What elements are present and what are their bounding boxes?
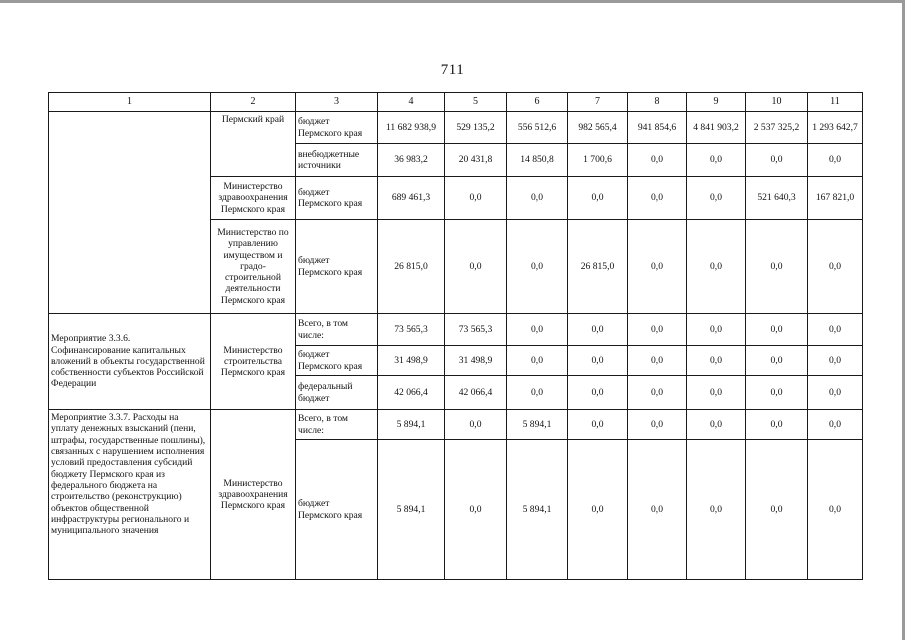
table-row (49, 410, 863, 440)
value-cell: 0,0 (687, 314, 746, 346)
value-cell: 167 821,0 (808, 177, 863, 220)
source-cell: бюджет Пермского края (296, 112, 378, 144)
value-cell: 2 537 325,2 (746, 112, 808, 144)
event-cell-empty (49, 112, 211, 314)
value-cell: 42 066,4 (378, 376, 445, 410)
value-cell: 31 498,9 (378, 346, 445, 376)
value-cell: 0,0 (746, 376, 808, 410)
executor-cell: Пермский край (211, 112, 296, 177)
value-cell: 0,0 (746, 440, 808, 580)
column-header: 10 (746, 93, 808, 112)
value-cell: 0,0 (507, 220, 568, 314)
value-cell: 0,0 (568, 346, 628, 376)
value-cell: 26 815,0 (568, 220, 628, 314)
value-cell: 0,0 (808, 314, 863, 346)
value-cell: 0,0 (628, 410, 687, 440)
value-cell: 0,0 (507, 177, 568, 220)
value-cell: 0,0 (628, 346, 687, 376)
value-cell: 73 565,3 (445, 314, 507, 346)
value-cell: 982 565,4 (568, 112, 628, 144)
value-cell: 0,0 (507, 376, 568, 410)
value-cell: 0,0 (687, 177, 746, 220)
column-header: 4 (378, 93, 445, 112)
value-cell: 0,0 (445, 410, 507, 440)
source-cell: федеральный бюджет (296, 376, 378, 410)
value-cell: 0,0 (687, 376, 746, 410)
column-header: 9 (687, 93, 746, 112)
value-cell: 0,0 (628, 376, 687, 410)
event-cell: Мероприятие 3.3.6. Софинансирование капитальных вложений в объекты государственной собственности субъектов Российской Федерации (49, 314, 211, 410)
value-cell: 0,0 (746, 410, 808, 440)
value-cell: 521 640,3 (746, 177, 808, 220)
source-cell: бюджет Пермского края (296, 440, 378, 580)
table-row (49, 112, 863, 144)
value-cell: 0,0 (445, 177, 507, 220)
value-cell: 0,0 (628, 314, 687, 346)
scan-edge-top (0, 0, 905, 3)
value-cell: 0,0 (568, 440, 628, 580)
value-cell: 0,0 (445, 440, 507, 580)
value-cell: 0,0 (746, 314, 808, 346)
value-cell: 20 431,8 (445, 144, 507, 177)
value-cell: 0,0 (507, 314, 568, 346)
source-cell: бюджет Пермского края (296, 177, 378, 220)
value-cell: 0,0 (808, 346, 863, 376)
executor-cell: Министерство здравоохранения Пермского края (211, 177, 296, 220)
value-cell: 5 894,1 (378, 410, 445, 440)
value-cell: 0,0 (746, 220, 808, 314)
value-cell: 0,0 (808, 220, 863, 314)
value-cell: 0,0 (808, 144, 863, 177)
value-cell: 0,0 (746, 346, 808, 376)
value-cell: 556 512,6 (507, 112, 568, 144)
value-cell: 0,0 (746, 144, 808, 177)
value-cell: 529 135,2 (445, 112, 507, 144)
value-cell: 689 461,3 (378, 177, 445, 220)
value-cell: 36 983,2 (378, 144, 445, 177)
value-cell: 0,0 (568, 410, 628, 440)
value-cell: 14 850,8 (507, 144, 568, 177)
table-row (49, 314, 863, 346)
source-cell: Всего, в том числе: (296, 410, 378, 440)
value-cell: 0,0 (445, 220, 507, 314)
value-cell: 941 854,6 (628, 112, 687, 144)
column-header: 3 (296, 93, 378, 112)
value-cell: 0,0 (628, 440, 687, 580)
value-cell: 1 293 642,7 (808, 112, 863, 144)
executor-cell: Министерство по управлению имуществом и градо-строительной деятельности Пермского края (211, 220, 296, 314)
value-cell: 0,0 (687, 410, 746, 440)
value-cell: 0,0 (808, 410, 863, 440)
value-cell: 42 066,4 (445, 376, 507, 410)
value-cell: 0,0 (687, 144, 746, 177)
column-header: 11 (808, 93, 863, 112)
page-number: 711 (440, 62, 465, 78)
column-header: 7 (568, 93, 628, 112)
source-cell: бюджет Пермского края (296, 220, 378, 314)
source-cell: бюджет Пермского края (296, 346, 378, 376)
value-cell: 0,0 (628, 220, 687, 314)
source-cell: Всего, в том числе: (296, 314, 378, 346)
value-cell: 0,0 (568, 314, 628, 346)
column-header: 2 (211, 93, 296, 112)
event-cell: Мероприятие 3.3.7. Расходы на уплату денежных взысканий (пени, штрафы, государственные пошлины), связанных с нарушением исполнения условий предоставления субсидий бюджету Пермского края из федерального бюджета на строительство (реконструкцию) объектов общественной инфраструктуры регионального и муниципального значения (49, 410, 211, 580)
value-cell: 31 498,9 (445, 346, 507, 376)
column-header: 5 (445, 93, 507, 112)
value-cell: 0,0 (808, 376, 863, 410)
header-row (49, 93, 863, 112)
budget-table (48, 92, 863, 580)
value-cell: 26 815,0 (378, 220, 445, 314)
column-header: 1 (49, 93, 211, 112)
value-cell: 0,0 (808, 440, 863, 580)
value-cell: 0,0 (687, 346, 746, 376)
column-header: 6 (507, 93, 568, 112)
value-cell: 0,0 (687, 440, 746, 580)
value-cell: 5 894,1 (507, 440, 568, 580)
value-cell: 0,0 (628, 144, 687, 177)
column-header: 8 (628, 93, 687, 112)
value-cell: 0,0 (507, 346, 568, 376)
value-cell: 0,0 (687, 220, 746, 314)
executor-cell: Министерство строительства Пермского края (211, 314, 296, 410)
value-cell: 4 841 903,2 (687, 112, 746, 144)
executor-cell: Министерство здравоохранения Пермского края (211, 410, 296, 580)
value-cell: 73 565,3 (378, 314, 445, 346)
value-cell: 0,0 (628, 177, 687, 220)
value-cell: 0,0 (568, 376, 628, 410)
value-cell: 11 682 938,9 (378, 112, 445, 144)
value-cell: 5 894,1 (507, 410, 568, 440)
source-cell: внебюджетные источники (296, 144, 378, 177)
value-cell: 1 700,6 (568, 144, 628, 177)
value-cell: 0,0 (568, 177, 628, 220)
value-cell: 5 894,1 (378, 440, 445, 580)
